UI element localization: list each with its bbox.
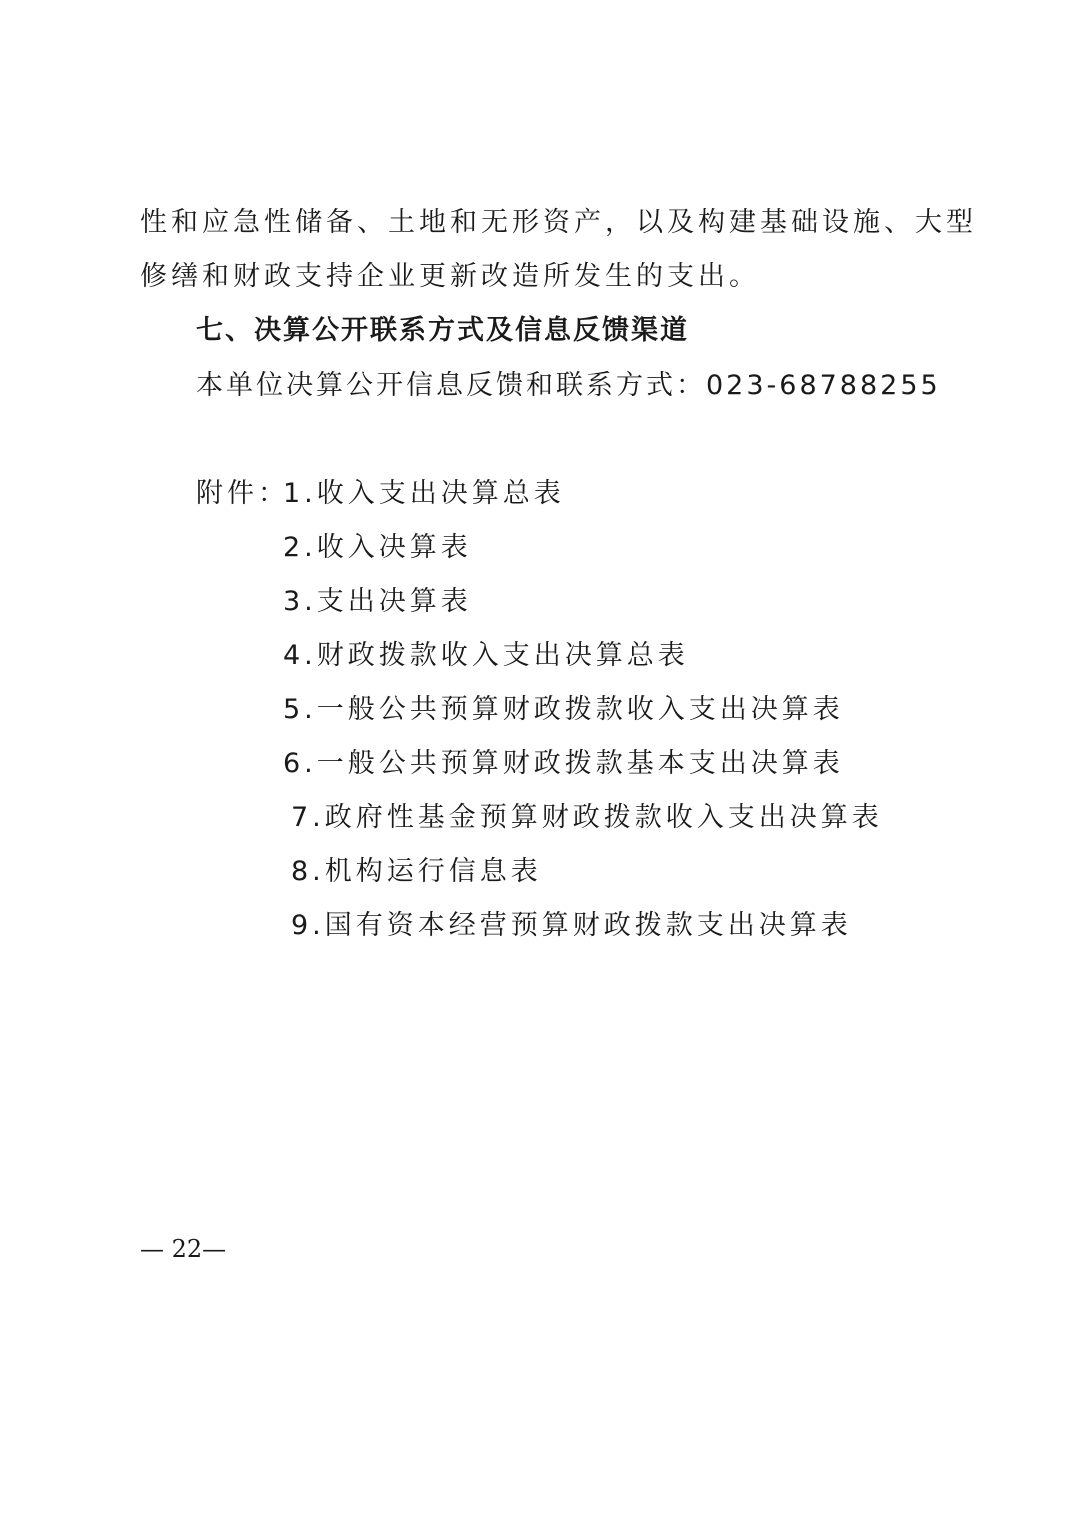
attachment-item-9: 9.国有资本经营预算财政拨款支出决算表 xyxy=(291,910,852,941)
attachment-item-4: 4.财政拨款收入支出决算总表 xyxy=(283,640,689,671)
attachment-item-6: 6.一般公共预算财政拨款基本支出决算表 xyxy=(283,748,844,779)
attachment-item-1: 1.收入支出决算总表 xyxy=(283,478,565,509)
attachment-item-3: 3.支出决算表 xyxy=(283,586,472,617)
page-number: — 22— xyxy=(140,1235,227,1263)
attachment-item-8: 8.机构运行信息表 xyxy=(291,856,542,887)
attachment-item-5: 5.一般公共预算财政拨款收入支出决算表 xyxy=(283,694,844,725)
section-heading: 七、决算公开联系方式及信息反馈渠道 xyxy=(196,315,689,346)
attachment-item-2: 2.收入决算表 xyxy=(283,532,472,563)
attachment-item-7: 7.政府性基金预算财政拨款收入支出决算表 xyxy=(291,802,883,833)
body-paragraph-line-2: 修缮和财政支持企业更新改造所发生的支出。 xyxy=(140,261,760,292)
attachments-label: 附件： xyxy=(196,478,289,509)
contact-line: 本单位决算公开信息反馈和联系方式：023-68788255 xyxy=(196,370,941,401)
body-paragraph-line-1: 性和应急性储备、土地和无形资产，以及构建基础设施、大型 xyxy=(140,207,977,238)
